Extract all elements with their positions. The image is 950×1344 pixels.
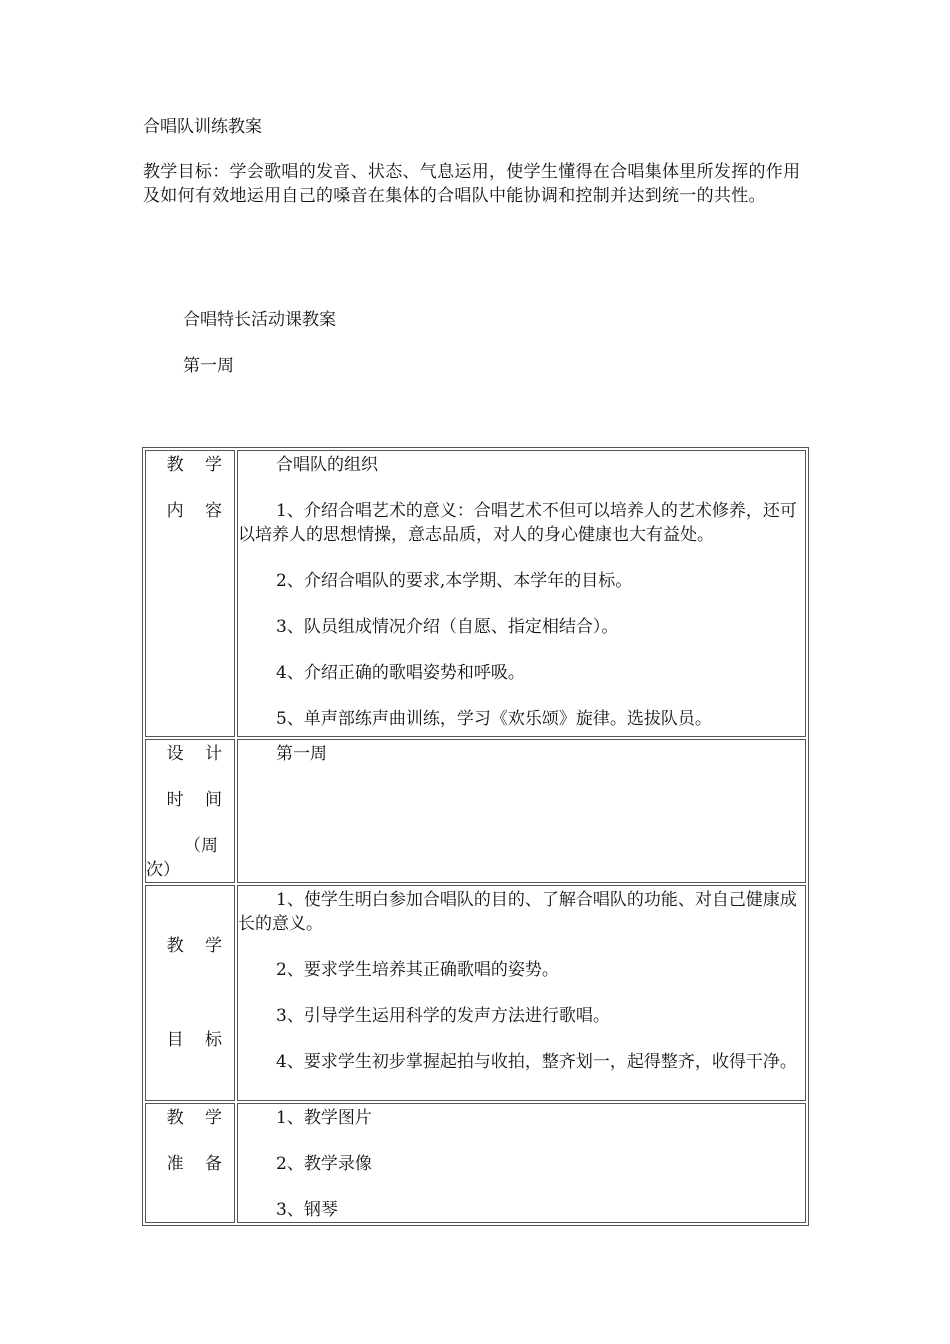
content-paragraph: 4、介绍正确的歌唱姿势和呼吸。: [276, 663, 525, 683]
table-row-objectives: [145, 885, 806, 1101]
content-paragraph: 1、使学生明白参加合唱队的目的、了解合唱队的功能、对自己健康成长的意义。: [238, 890, 797, 934]
content-paragraph: 第一周: [276, 744, 327, 764]
content-paragraph: 2、要求学生培养其正确歌唱的姿势。: [276, 960, 559, 980]
row-label-cell: [145, 739, 235, 883]
row-label-line: 内 容: [166, 501, 230, 521]
row-content-cell: [237, 450, 806, 737]
row-content-cell: [237, 1103, 806, 1223]
content-paragraph: 5、单声部练声曲训练，学习《欢乐颂》旋律。选拔队员。: [276, 709, 712, 729]
teaching-objective: 教学目标：学会歌唱的发音、状态、气息运用，使学生懂得在合唱集体里所发挥的作用及如何有效地运用自己的嗓音在集体的合唱队中能协调和控制并达到统一的共性。: [143, 162, 801, 206]
content-paragraph: 3、引导学生运用科学的发声方法进行歌唱。: [276, 1006, 610, 1026]
row-label-line: 时 间: [166, 790, 230, 810]
content-paragraph: 3、队员组成情况介绍（自愿、指定相结合）。: [276, 617, 619, 637]
row-label-wrapped-text: （周次）: [146, 836, 218, 880]
lesson-plan-subtitle: 合唱特长活动课教案: [183, 310, 336, 330]
row-label-line: 教 学: [166, 1108, 230, 1128]
table-row-schedule: [145, 739, 806, 883]
table-row-content: [145, 450, 806, 737]
row-label-line: 教 学: [166, 936, 230, 956]
content-paragraph: 1、教学图片: [276, 1108, 372, 1128]
row-label-line: 目 标: [166, 1030, 230, 1050]
row-content-cell: [237, 739, 806, 883]
row-content-cell: [237, 885, 806, 1101]
row-label-cell: [145, 1103, 235, 1223]
row-label-line: [146, 834, 234, 882]
week-heading: 第一周: [183, 356, 234, 376]
row-label-line: 设 计: [166, 744, 230, 764]
table-row-preparation: [145, 1103, 806, 1223]
row-label-line: 教 学: [166, 455, 230, 475]
row-label-cell: [145, 885, 235, 1101]
content-paragraph: 2、介绍合唱队的要求,本学期、本学年的目标。: [276, 571, 633, 591]
lesson-table: [142, 447, 809, 1226]
content-paragraph: 1、介绍合唱艺术的意义：合唱艺术不但可以培养人的艺术修养，还可以培养人的思想情操，意志品质，对人的身心健康也大有益处。: [238, 501, 797, 545]
row-label-line: 准 备: [166, 1154, 230, 1174]
content-paragraph: 4、要求学生初步掌握起拍与收拍，整齐划一，起得整齐，收得干净。: [276, 1052, 797, 1072]
row-label-cell: [145, 450, 235, 737]
content-paragraph: 2、教学录像: [276, 1154, 372, 1174]
content-paragraph: 合唱队的组织: [276, 455, 378, 475]
document-title: 合唱队训练教案: [143, 117, 262, 137]
content-paragraph: 3、钢琴: [276, 1200, 338, 1220]
